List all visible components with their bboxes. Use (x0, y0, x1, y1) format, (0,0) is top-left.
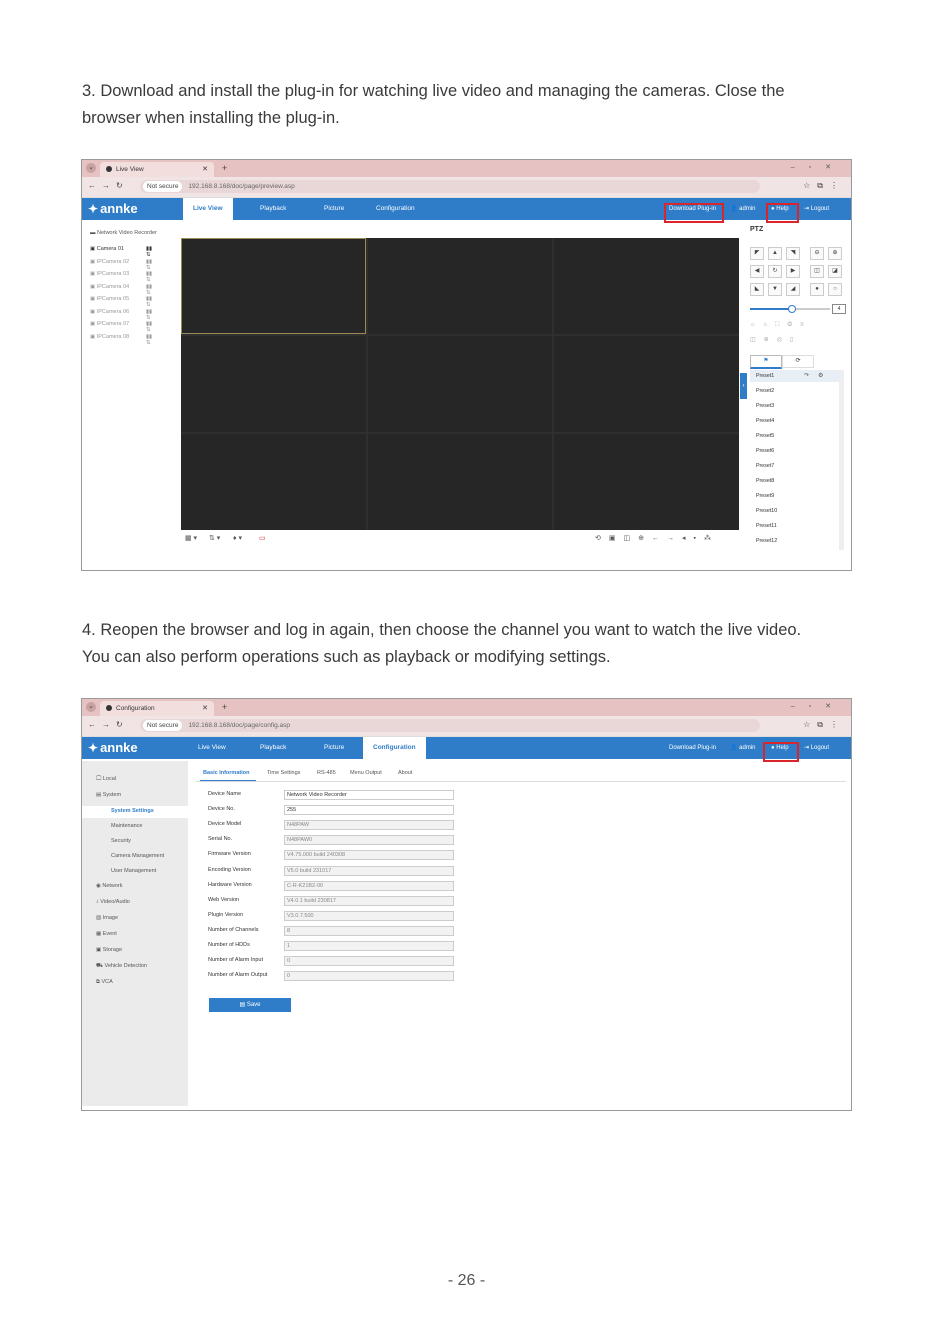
nav-configuration[interactable]: Configuration (376, 205, 415, 212)
menu-storage[interactable]: ▣ Storage (96, 947, 122, 953)
camera-list-item[interactable] (90, 246, 153, 258)
ptz-auto-icon[interactable]: ↻ (768, 265, 782, 278)
ptz-left-icon[interactable]: ◀ (750, 265, 764, 278)
help-link[interactable]: ● Help (771, 745, 789, 751)
stream-icons[interactable]: ▮▮ ⇅ (146, 308, 153, 321)
tab-title: Configuration (116, 705, 155, 712)
field-label: Encoding Version (208, 866, 251, 873)
download-plugin-highlight (664, 203, 724, 223)
stream-icons[interactable]: ▮▮ ⇅ (146, 321, 153, 333)
preset-item[interactable]: Preset3 (756, 403, 775, 409)
preset-item[interactable]: Preset8 (756, 478, 775, 484)
network-icon: ◉ (96, 883, 101, 889)
stream-icons[interactable]: ▮▮ ⇅ (146, 283, 153, 296)
not-secure-badge[interactable]: Not secure (143, 720, 182, 731)
logout-link[interactable]: ⇥ Logout (804, 206, 830, 212)
field-label: Number of Channels (208, 926, 259, 933)
preset-item[interactable]: Preset12 (756, 538, 778, 544)
video-audio-icon: ♪ (96, 899, 99, 905)
microphone-icon[interactable]: ♦ ▾ (233, 535, 243, 542)
nav-playback[interactable]: Playback (260, 744, 287, 751)
page-number: - 26 - (447, 1272, 486, 1289)
field-label: Web Version (208, 896, 240, 903)
menu-vehicle-detection[interactable]: ⛟ Vehicle Detection (96, 963, 147, 969)
annke-logo: ✦ annke (88, 740, 138, 755)
camera-label: IPCamera 04 (96, 283, 130, 290)
preset-item[interactable]: Preset4 (756, 418, 775, 424)
menu-security[interactable]: Security (111, 838, 131, 844)
nav-configuration[interactable]: Configuration (363, 737, 426, 759)
tab-favicon-icon (106, 166, 112, 172)
ptz-down-icon[interactable]: ▼ (768, 283, 782, 296)
camera-list-item[interactable] (90, 296, 153, 308)
ptz-up-right-icon[interactable]: ◥ (786, 247, 800, 260)
window-controls[interactable]: –▫✕ (790, 164, 845, 171)
zoom-out-icon[interactable]: ⊖ (810, 247, 824, 260)
field-label: Serial No. (208, 836, 233, 843)
record-icon[interactable]: ▭ (259, 535, 266, 542)
ptz-down-left-icon[interactable]: ◣ (750, 283, 764, 296)
ptz-aux-icons-2[interactable]: ◫⊕◎▯ (750, 337, 802, 343)
camera-icon: ▣ (90, 246, 96, 252)
storage-icon: ▣ (96, 947, 102, 953)
camera-list-item[interactable] (90, 283, 153, 296)
menu-local[interactable]: 🖵 Local (96, 776, 116, 782)
video-grid (181, 238, 739, 530)
ptz-aux-icons[interactable]: ☼⌂⛶◎≡ (750, 322, 812, 328)
focus-far-icon[interactable]: ◪ (828, 265, 842, 278)
field-label: Plugin Version (208, 911, 244, 918)
camera-list-item[interactable] (90, 271, 153, 283)
camera-label: IPCamera 07 (96, 321, 130, 327)
video-window[interactable] (554, 434, 739, 530)
iris-close-icon[interactable]: ● (810, 283, 824, 296)
system-icon: ▤ (96, 792, 102, 798)
download-plugin-link[interactable]: Download Plug-in (669, 745, 717, 751)
subtab-menu-output[interactable]: Menu Output (350, 770, 382, 776)
new-tab-icon[interactable]: + (222, 702, 228, 712)
speed-slider-fill (750, 308, 790, 310)
preset-item[interactable]: Preset5 (756, 433, 775, 439)
new-tab-icon[interactable]: + (222, 163, 228, 173)
preset-item[interactable]: Preset10 (756, 508, 778, 514)
preset-item[interactable]: Preset6 (756, 448, 775, 454)
subtab-rs485[interactable]: RS-485 (317, 770, 336, 776)
image-icon: ▧ (96, 915, 102, 921)
save-icon: ▤ (239, 1002, 246, 1008)
step4-text (82, 617, 862, 671)
tree-root[interactable]: ▬ Network Video Recorder (90, 230, 157, 236)
annke-logo: ✦ annke (88, 201, 138, 216)
video-toolbar (181, 530, 739, 548)
field-value: N48PAW (284, 820, 454, 830)
field-value: V4.75.000 build 240308 (284, 850, 454, 860)
menu-vca[interactable]: ⧉ VCA (96, 979, 113, 985)
liveview-screenshot (81, 159, 852, 571)
subtab-basic-information[interactable]: Basic Information (203, 770, 250, 776)
video-window[interactable] (554, 238, 739, 334)
ptz-up-icon[interactable]: ▲ (768, 247, 782, 260)
address-bar (82, 177, 851, 198)
nav-buttons[interactable]: ←→↻ (88, 720, 129, 729)
stream-icons[interactable]: ▮▮ ⇅ (146, 271, 153, 283)
camera-label: IPCamera 03 (96, 271, 130, 277)
video-window[interactable] (368, 238, 553, 334)
menu-maintenance[interactable]: Maintenance (111, 823, 143, 829)
close-tab-icon[interactable]: ✕ (202, 166, 208, 173)
camera-icon: ▣ (90, 258, 96, 265)
speed-slider-handle[interactable] (788, 305, 796, 313)
preset-item[interactable]: Preset1 (756, 373, 775, 379)
config-screenshot (81, 698, 852, 1111)
camera-icon: ▣ (90, 321, 96, 327)
menu-system[interactable]: ▤ System (96, 792, 122, 798)
video-window[interactable] (181, 336, 366, 432)
tab-list-icon[interactable]: ⌄ (86, 163, 96, 173)
save-button[interactable]: ▤ Save (209, 998, 291, 1012)
nav-live-view[interactable]: Live View (183, 198, 233, 220)
video-window[interactable] (554, 336, 739, 432)
step3-line1: 3. Download and install the plug-in for watching live video and managing the cameras. Close the (82, 82, 785, 100)
camera-label: IPCamera 05 (96, 296, 130, 302)
browser-tabbar (82, 160, 851, 177)
url-text: 192.168.8.168/doc/page/config.asp (188, 722, 290, 729)
field-label: Device Model (208, 821, 242, 828)
menu-network[interactable]: ◉ Network (96, 883, 123, 889)
field-value: C-R-K21B2-00 (284, 881, 454, 891)
menu-camera-management[interactable]: Camera Management (111, 853, 165, 859)
video-window[interactable] (368, 336, 553, 432)
camera-icon: ▣ (90, 308, 96, 315)
subtab-divider (196, 781, 846, 782)
speed-slider-track[interactable] (790, 308, 830, 310)
speed-value[interactable]: 4 (832, 304, 846, 314)
focus-near-icon[interactable]: ◫ (810, 265, 824, 278)
camera-label: Camera 01 (96, 246, 124, 252)
tab-title: Live View (116, 166, 144, 173)
app-header (82, 737, 851, 759)
camera-label: IPCamera 02 (96, 258, 130, 265)
browser-tools[interactable]: ☆⧉⋮ (803, 181, 845, 190)
help-link[interactable]: ● Help (771, 206, 789, 212)
step3-line2: browser when installing the plug-in. (82, 109, 340, 127)
tab-list-icon[interactable]: ⌄ (86, 702, 96, 712)
preset-item[interactable]: Preset11 (756, 523, 777, 529)
tab-favicon-icon (106, 705, 112, 711)
camera-list-item[interactable] (90, 308, 153, 321)
stream-icon[interactable]: ⇅ ▾ (209, 535, 221, 542)
preset-scrollbar[interactable] (839, 370, 844, 550)
iris-open-icon[interactable]: ○ (828, 283, 842, 296)
browser-tab[interactable] (100, 701, 214, 716)
field-label: Hardware Version (208, 881, 252, 888)
browser-tab[interactable] (100, 162, 214, 177)
field-label: Number of HDDs (208, 942, 250, 948)
step3-text (82, 78, 862, 132)
layout-icon[interactable]: ▦ ▾ (185, 535, 198, 542)
preset-item[interactable]: Preset2 (756, 388, 775, 394)
stream-icons[interactable]: ▮▮ ⇅ (146, 246, 153, 258)
camera-icon: ▣ (90, 333, 96, 340)
field-value: N48PAW0 (284, 835, 454, 845)
ptz-down-right-icon[interactable]: ◢ (786, 283, 800, 296)
ptz-title: PTZ (750, 226, 764, 233)
field-value: 0 (284, 956, 454, 966)
field-value: V3.0.7.500 (284, 911, 454, 921)
url-field[interactable] (140, 180, 760, 193)
nav-picture[interactable]: Picture (324, 744, 345, 751)
menu-video-audio[interactable]: ♪ Video/Audio (96, 899, 130, 905)
field-value: 0 (284, 971, 454, 981)
vca-icon: ⧉ (96, 979, 100, 985)
admin-user[interactable]: 👤 admin (730, 745, 756, 751)
vehicle-icon: ⛟ (96, 963, 103, 969)
logout-link[interactable]: ⇥ Logout (804, 745, 830, 751)
help-highlight (763, 742, 799, 762)
menu-image[interactable]: ▧ Image (96, 915, 119, 921)
video-window[interactable] (368, 434, 553, 530)
field-value[interactable]: Network Video Recorder (284, 790, 454, 800)
menu-user-management[interactable]: User Management (111, 868, 157, 874)
stream-icons[interactable]: ▮▮ ⇅ (146, 258, 153, 271)
not-secure-badge[interactable]: Not secure (143, 181, 182, 192)
field-label: Number of Alarm Output (208, 972, 268, 979)
subtab-time-settings[interactable]: Time Settings (267, 770, 301, 776)
stream-icons[interactable]: ▮▮ ⇅ (146, 296, 153, 308)
camera-list-item[interactable] (90, 258, 153, 271)
camera-label: IPCamera 08 (96, 333, 130, 340)
ptz-up-left-icon[interactable]: ◤ (750, 247, 764, 260)
window-controls[interactable]: –▫✕ (790, 703, 845, 710)
preset-item[interactable]: Preset7 (756, 463, 775, 469)
menu-event[interactable]: ▦ Event (96, 931, 117, 937)
field-value: 8 (284, 926, 454, 936)
nav-buttons[interactable]: ←→↻ (88, 181, 129, 190)
download-plugin-link[interactable]: Download Plug-in (669, 206, 717, 212)
camera-label: IPCamera 06 (96, 308, 130, 315)
stream-icons[interactable]: ▮▮ ⇅ (146, 333, 153, 346)
collapse-ptz-icon[interactable]: ‹ (740, 373, 747, 399)
video-controls-icons[interactable]: ⟲▣◫⊕←→◂▪⁂ (595, 535, 719, 542)
preset-item[interactable]: Preset9 (756, 493, 775, 499)
ptz-panel (748, 220, 848, 550)
field-label: Device Name (208, 791, 242, 797)
browser-tools[interactable]: ☆⧉⋮ (803, 720, 845, 729)
nav-picture[interactable]: Picture (324, 205, 345, 212)
browser-tabbar (82, 699, 851, 716)
camera-list-item[interactable] (90, 333, 153, 346)
camera-list-item[interactable] (90, 321, 153, 333)
monitor-icon: 🖵 (96, 776, 102, 782)
field-value: 1 (284, 941, 454, 951)
app-header (82, 198, 851, 220)
ptz-right-icon[interactable]: ▶ (786, 265, 800, 278)
field-label: Device No. (208, 806, 235, 813)
step4-line2: You can also perform operations such as playback or modifying settings. (82, 648, 611, 666)
field-value: V5.0 build 231017 (284, 866, 454, 876)
url-text: 192.168.8.168/doc/page/preview.asp (188, 183, 295, 190)
camera-icon: ▣ (90, 296, 96, 302)
camera-icon: ▣ (90, 271, 96, 277)
zoom-in-icon[interactable]: ⊕ (828, 247, 842, 260)
menu-system-settings[interactable]: System Settings (111, 808, 154, 814)
video-window[interactable] (181, 238, 366, 334)
subtab-about[interactable]: About (398, 770, 413, 776)
set-preset-icon[interactable]: ⚙ (818, 373, 824, 379)
url-field[interactable] (140, 719, 760, 732)
field-label: Firmware Version (208, 851, 251, 858)
address-bar (82, 716, 851, 737)
event-icon: ▦ (96, 931, 102, 937)
field-label: Number of Alarm Input (208, 957, 264, 964)
close-tab-icon[interactable]: ✕ (202, 705, 208, 712)
preset-tab-icon[interactable]: ⚑ (750, 355, 782, 369)
config-sidebar (82, 761, 188, 1106)
patrol-tab-icon[interactable]: ⟳ (782, 355, 814, 368)
nav-playback[interactable]: Playback (260, 205, 287, 212)
step4-line1: 4. Reopen the browser and log in again, then choose the channel you want to watch the live video. (82, 621, 802, 639)
field-value: V4.0.1 build 230817 (284, 896, 454, 906)
admin-user[interactable]: 👤 admin (730, 206, 756, 212)
video-window[interactable] (181, 434, 366, 530)
camera-icon: ▣ (90, 283, 96, 290)
call-preset-icon[interactable]: ↷ (804, 373, 810, 379)
nav-live-view[interactable]: Live View (198, 744, 226, 751)
field-value[interactable]: 255 (284, 805, 454, 815)
